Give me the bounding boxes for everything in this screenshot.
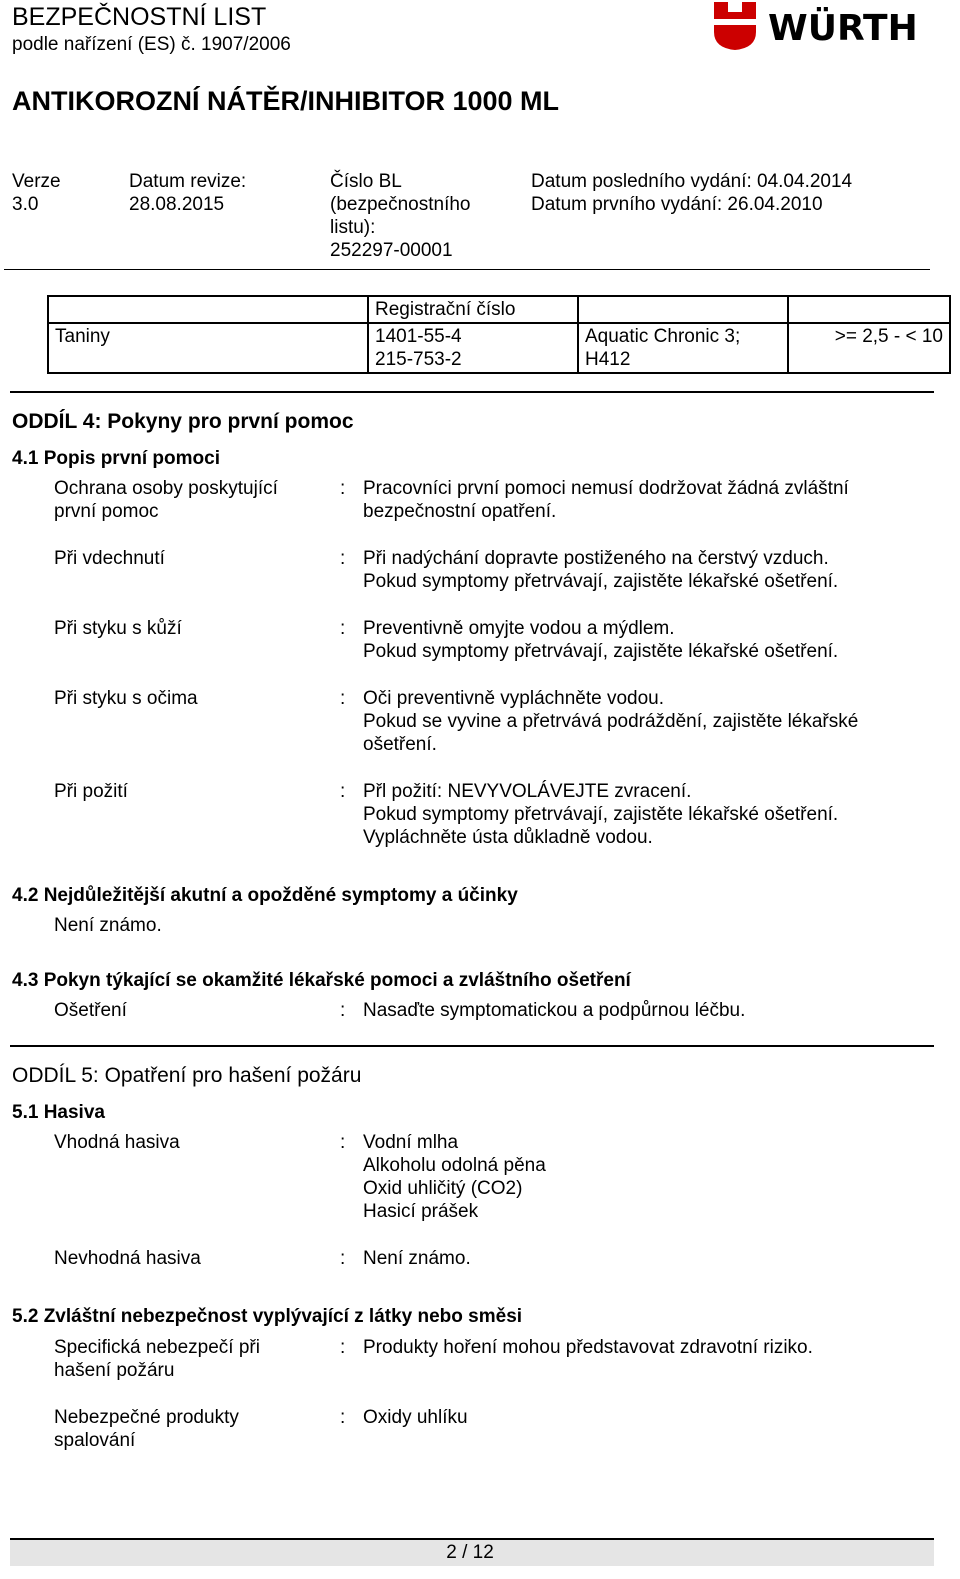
first-aider-protection-label xyxy=(54,477,324,523)
value-line: Vodní mlha xyxy=(363,1132,459,1153)
unsuitable-media-label: Nevhodná hasiva xyxy=(54,1248,201,1269)
colon: : xyxy=(340,548,346,569)
revision-block xyxy=(129,170,246,216)
logo-mark-icon xyxy=(714,2,756,50)
component-table xyxy=(47,295,951,374)
colon: : xyxy=(340,1337,346,1358)
version-value: 3.0 xyxy=(12,194,39,215)
suitable-media-value xyxy=(363,1131,943,1223)
document-title: BEZPEČNOSTNÍ LIST xyxy=(12,3,267,31)
treatment-label: Ošetření xyxy=(54,1000,127,1021)
value-line: Oxid uhličitý (CO2) xyxy=(363,1178,523,1199)
table-cell-empty xyxy=(788,296,950,323)
specific-hazards-value: Produkty hoření mohou představovat zdravotní riziko. xyxy=(363,1337,813,1358)
table-row xyxy=(48,323,950,373)
cas-number: 1401-55-4 xyxy=(375,326,462,347)
value-line: Alkoholu odolná pěna xyxy=(363,1155,546,1176)
version-block xyxy=(12,170,61,216)
section4-1-title: 4.1 Popis první pomoci xyxy=(12,448,220,469)
issue-dates-block xyxy=(531,170,852,216)
section5-title: ODDÍL 5: Opatření pro hašení požáru xyxy=(12,1064,362,1087)
header-divider xyxy=(4,269,930,270)
colon: : xyxy=(340,781,346,802)
table-cell-empty xyxy=(48,296,368,323)
value-line: Preventivně omyjte vodou a mýdlem. xyxy=(363,618,675,639)
sds-label-3: listu): xyxy=(330,217,376,238)
logo-text: WÜRTH xyxy=(768,8,918,49)
last-issue-date: Datum posledního vydání: 04.04.2014 xyxy=(531,171,853,192)
colon: : xyxy=(340,1132,346,1153)
value-line: Oči preventivně vypláchněte vodou. xyxy=(363,688,665,709)
colon: : xyxy=(340,1407,346,1428)
table-cell-empty xyxy=(578,296,788,323)
value-line: Pracovníci první pomoci nemusí dodržovat žádná zvláštní xyxy=(363,478,849,499)
label-line: Ochrana osoby poskytující xyxy=(54,478,278,499)
section5-1-title: 5.1 Hasiva xyxy=(12,1102,105,1123)
inhalation-value xyxy=(363,547,943,593)
value-line: ošetření. xyxy=(363,734,437,755)
label-line: spalování xyxy=(54,1430,136,1451)
sds-label-1: Číslo BL xyxy=(330,171,402,192)
version-label: Verze xyxy=(12,171,61,192)
section4-divider xyxy=(10,391,934,393)
registration-numbers xyxy=(368,323,578,373)
value-line: Pokud se vyvine a přetrvává podráždění, zajistěte lékařské xyxy=(363,711,859,732)
ingestion-label: Při požití xyxy=(54,781,128,802)
wurth-logo xyxy=(714,2,932,50)
component-name: Taniny xyxy=(48,323,368,373)
product-name: ANTIKOROZNÍ NÁTĚR/INHIBITOR 1000 ML xyxy=(12,86,560,116)
value-line: bezpečnostní opatření. xyxy=(363,501,557,522)
colon: : xyxy=(340,1248,346,1269)
colon: : xyxy=(340,688,346,709)
value-line: Při nadýchání dopravte postiženého na čerstvý vzduch. xyxy=(363,548,829,569)
ec-number: 215-753-2 xyxy=(375,349,462,370)
value-line: Vypláchněte ústa důkladně vodou. xyxy=(363,827,653,848)
suitable-media-label: Vhodná hasiva xyxy=(54,1132,180,1153)
sds-number-block xyxy=(330,170,471,262)
revision-value: 28.08.2015 xyxy=(129,194,225,215)
revision-label: Datum revize: xyxy=(129,171,247,192)
treatment-value: Nasaďte symptomatickou a podpůrnou léčbu. xyxy=(363,1000,746,1021)
section4-2-text: Není známo. xyxy=(54,915,162,936)
colon: : xyxy=(340,1000,346,1021)
first-aider-protection-value xyxy=(363,477,943,523)
eye-contact-label: Při styku s očima xyxy=(54,688,198,709)
combustion-products-label xyxy=(54,1406,324,1452)
value-line: Pokud symptomy přetrvávají, zajistěte lékařské ošetření. xyxy=(363,571,839,592)
label-line: Specifická nebezpečí při xyxy=(54,1337,260,1358)
first-issue-date: Datum prvního vydání: 26.04.2010 xyxy=(531,194,823,215)
page-number: 2 / 12 xyxy=(446,1542,494,1563)
specific-hazards-label xyxy=(54,1336,324,1382)
label-line: Nebezpečné produkty xyxy=(54,1407,239,1428)
value-line: Pokud symptomy přetrvávají, zajistěte lékařské ošetření. xyxy=(363,641,839,662)
section4-3-title: 4.3 Pokyn týkající se okamžité lékařské pomoci a zvláštního ošetření xyxy=(12,970,631,991)
eye-contact-value xyxy=(363,687,943,756)
combustion-products-value: Oxidy uhlíku xyxy=(363,1407,468,1428)
skin-contact-label: Při styku s kůží xyxy=(54,618,182,639)
sds-value: 252297-00001 xyxy=(330,240,453,261)
classification-line-1: Aquatic Chronic 3; xyxy=(585,326,741,347)
section4-2-title: 4.2 Nejdůležitější akutní a opožděné symptomy a účinky xyxy=(12,885,518,906)
classification-line-2: H412 xyxy=(585,349,631,370)
section5-divider xyxy=(10,1045,934,1047)
concentration: >= 2,5 - < 10 xyxy=(788,323,950,373)
ingestion-value xyxy=(363,780,943,849)
sds-label-2: (bezpečnostního xyxy=(330,194,471,215)
skin-contact-value xyxy=(363,617,943,663)
value-line: Pokud symptomy přetrvávají, zajistěte lékařské ošetření. xyxy=(363,804,839,825)
component-table-header-row xyxy=(48,296,950,323)
section4-title: ODDÍL 4: Pokyny pro první pomoc xyxy=(12,410,354,433)
regulation-subtitle: podle nařízení (ES) č. 1907/2006 xyxy=(12,34,291,55)
section5-2-title: 5.2 Zvláštní nebezpečnost vyplývající z látky nebo směsi xyxy=(12,1306,523,1327)
colon: : xyxy=(340,618,346,639)
label-line: hašení požáru xyxy=(54,1360,175,1381)
classification xyxy=(578,323,788,373)
label-line: první pomoc xyxy=(54,501,159,522)
colon: : xyxy=(340,478,346,499)
unsuitable-media-value: Není známo. xyxy=(363,1248,471,1269)
inhalation-label: Při vdechnutí xyxy=(54,548,165,569)
value-line: Hasicí prášek xyxy=(363,1201,479,1222)
table-header-reg: Registrační číslo xyxy=(368,296,578,323)
value-line: Přl požití: NEVYVOLÁVEJTE zvracení. xyxy=(363,781,692,802)
